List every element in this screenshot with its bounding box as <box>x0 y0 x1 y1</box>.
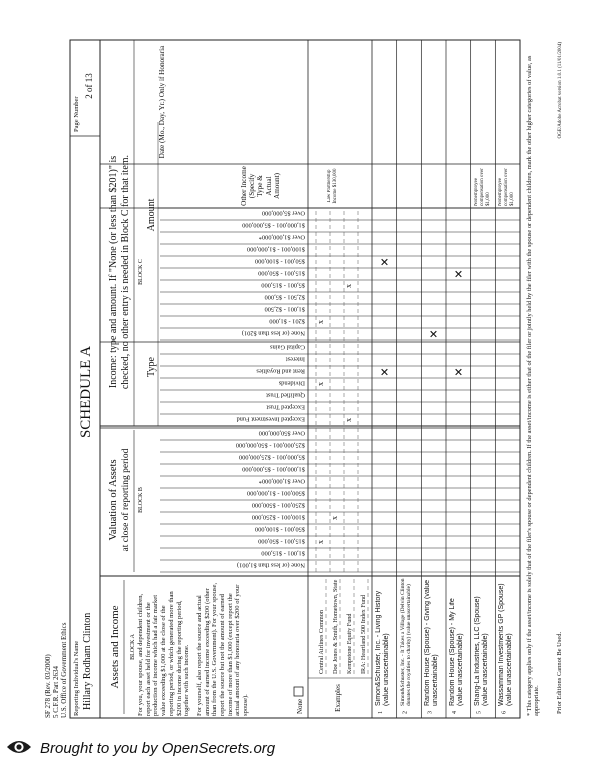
date-header: Date (Mo., Day, Yr.) Only if Honoraria <box>158 45 166 159</box>
cfr-part: 5 C.F.R. Part 2634 <box>52 666 60 718</box>
block-c-amount-col-2: $201 - $1,000 <box>269 317 305 325</box>
row-number: 5 <box>476 711 483 714</box>
page-label: Page Number <box>73 96 80 132</box>
block-c-amount-col-10: $1,000,001 - $5,000,000 <box>242 221 305 229</box>
block-c-amount-col-3: $1,001 - $2,500 <box>264 305 305 313</box>
block-a-instructions-2: For yourself, also report the source and actual amount of earned income exceeding $200 (other than from the U.S. Government). For your spouse, report the source but not the amount of earned income of more than $1,000 (except report the actual amount of any honoraria over $200 of your spouse). <box>195 582 250 716</box>
row-number: 1 <box>378 711 384 714</box>
asset-name: Wassamman Investments GP (Spouse) (value unascertainable) <box>498 583 514 706</box>
block-c-type-col-4: Dividends <box>278 379 305 387</box>
schedule-a-form <box>40 36 566 722</box>
other-income-header: Other Income (Specify Type & Actual Amount) <box>240 166 281 206</box>
row-number: 2 <box>402 711 409 714</box>
individual-name: Hillary Rodham Clinton <box>82 612 93 710</box>
block-c-amount-col-6: $15,001 - $50,000 <box>258 269 305 277</box>
example-mark-type: x <box>316 382 325 386</box>
example-mark-type2: x <box>344 418 353 422</box>
block-c-type-col-2: Excepted Trust <box>266 403 305 411</box>
agency-name: U.S. Office of Government Ethics <box>60 622 68 718</box>
block-b-col-9: $1,000,001 - $5,000,000 <box>242 465 305 473</box>
watermark-text: Brought to you by OpenSecrets.org <box>40 740 276 757</box>
block-c-title-1: Income: type and amount. If "None (or less than $201)" is <box>108 155 119 389</box>
block-c-amount-col-1: None (or less than $201) <box>241 329 305 337</box>
prior-editions: Prior Editions Cannot Be Used. <box>556 631 563 714</box>
block-c-amount-col-9: Over $1,000,000* <box>258 233 305 241</box>
block-a-instructions-1: For you, your spouse, and dependent children, report each asset held for investment or the production of income which had a fair market value exceeding $1,000 at the close of the reporting period, or which generated more than $200 in income during the reporting period, together with such income. <box>137 591 191 716</box>
reporting-label: Reporting Individual's Name <box>73 640 80 716</box>
block-c-type-col-5: Rent and Royalties <box>256 367 305 375</box>
block-c-type-col-1: Excepted Investment Fund <box>236 415 305 423</box>
block-b-col-2: $1,001 - $15,000 <box>261 549 305 557</box>
amount-mark: ✕ <box>428 329 441 339</box>
rent-mark: ✕ <box>379 367 392 377</box>
asset-name: Random House (Spouse) - My Life (value unascertainable) <box>449 598 464 706</box>
block-c-label: BLOCK C <box>138 259 144 285</box>
row-number: 3 <box>427 711 434 714</box>
block-b-col-10: $5,000,001 - $25,000,000 <box>238 453 305 461</box>
other-income-value: Nonemployee compensation over $1,000 <box>498 168 516 206</box>
block-a-label: BLOCK A <box>130 634 136 660</box>
example-item: Central Airlines Common <box>318 610 325 674</box>
block-b-col-11: $25,000,001 - $50,000,000 <box>235 441 305 449</box>
block-b-col-4: $50,001 - $100,000 <box>254 525 305 533</box>
block-c-amount-col-4: $2,501 - $5,000 <box>264 293 305 301</box>
block-b-col-6: $250,001 - $500,000 <box>251 501 305 509</box>
block-c-amount-col-5: $5,001 - $15,000 <box>261 281 305 289</box>
block-c-type-col-3: Qualified Trust <box>266 391 305 399</box>
row-number: 6 <box>501 711 508 714</box>
asset-name: Shang-La Industries, LLC (Spouse) (value unascertainable) <box>473 596 489 706</box>
asset-name: Random House (Spouse) - Giving (value unascertainable) <box>424 579 440 706</box>
block-c-amount-col-7: $50,001 - $100,000 <box>254 257 305 265</box>
eye-icon <box>6 738 32 756</box>
examples-label: Examples <box>334 684 342 712</box>
example-mark-b2: x <box>330 516 339 520</box>
block-c-amount-col-11: Over $5,000,000 <box>261 209 305 217</box>
block-c-amount-col-8: $100,001 - $1,000,000 <box>246 245 305 253</box>
none-label: None <box>296 698 304 714</box>
block-b-col-12: Over $50,000,000 <box>258 429 305 437</box>
asset-name: Simon&Schuster, Inc. - It Takes a Village (Delvin Clinton donates the royalties to charity) (value unascertainable) <box>399 578 413 706</box>
block-c-title-2: checked, no other entry is needed in Block C for that item. <box>120 154 131 390</box>
example-item: Doe Jones & Smith, Hometown, State <box>332 579 339 674</box>
example-item: IRA: Heartland 500 Index Fund <box>360 594 367 674</box>
block-b-col-7: $500,001 - $1,000,000 <box>246 489 305 497</box>
amount-mark: ✕ <box>379 257 392 267</box>
block-c-type-col-7: Capital Gains <box>270 343 305 351</box>
example-other-income: Law Partnership Income $130,000 <box>327 168 338 204</box>
amount-mark: ✕ <box>453 269 466 279</box>
schedule-title: SCHEDULE A <box>78 345 94 439</box>
block-a-title: Assets and Income <box>109 605 121 689</box>
rent-mark: ✕ <box>453 367 466 377</box>
form-number: SF 278 (Rev. 03/2000) <box>44 654 52 718</box>
page-number: 2 of 13 <box>84 73 94 99</box>
block-b-title-2: at close of reporting period <box>121 448 131 552</box>
amount-label: Amount <box>146 198 157 232</box>
block-b-title-1: Valuation of Assets <box>108 459 119 541</box>
type-label: Type <box>146 357 157 377</box>
example-item: Kempstone Equity Fund <box>346 613 353 674</box>
example-mark-amount: x <box>316 320 325 324</box>
example-mark-amount2: x <box>344 284 353 288</box>
block-b-col-5: $100,001 - $250,000 <box>251 513 305 521</box>
other-income-value: Nonemployee compensation over $1,000 <box>473 168 491 206</box>
watermark-footer <box>0 728 600 777</box>
oge-note: OGE/Adobe Acrobat version 1.0.1 (11/01/2004) <box>558 42 563 139</box>
footnote: * This category applies only if the asset/income is solely that of the filer's spouse or dependent children. If the asset/income is either that of the filer or jointly held by the filer with the spouse or dependent children, mark the other higher categories of value, as appropriate. <box>526 55 541 716</box>
block-c-type-col-6: Interest <box>285 355 305 363</box>
block-b-col-3: $15,001 - $50,000 <box>258 537 305 545</box>
asset-name: Simon&Schuster, Inc. - Living History (value unascertainable) <box>375 590 390 706</box>
block-b-col-8: Over $1,000,000* <box>258 477 305 485</box>
example-mark-b: x <box>316 540 325 544</box>
block-b-label: BLOCK B <box>138 487 144 513</box>
block-b-col-1: None (or less than $1,001) <box>237 561 305 569</box>
row-number: 4 <box>452 711 458 714</box>
